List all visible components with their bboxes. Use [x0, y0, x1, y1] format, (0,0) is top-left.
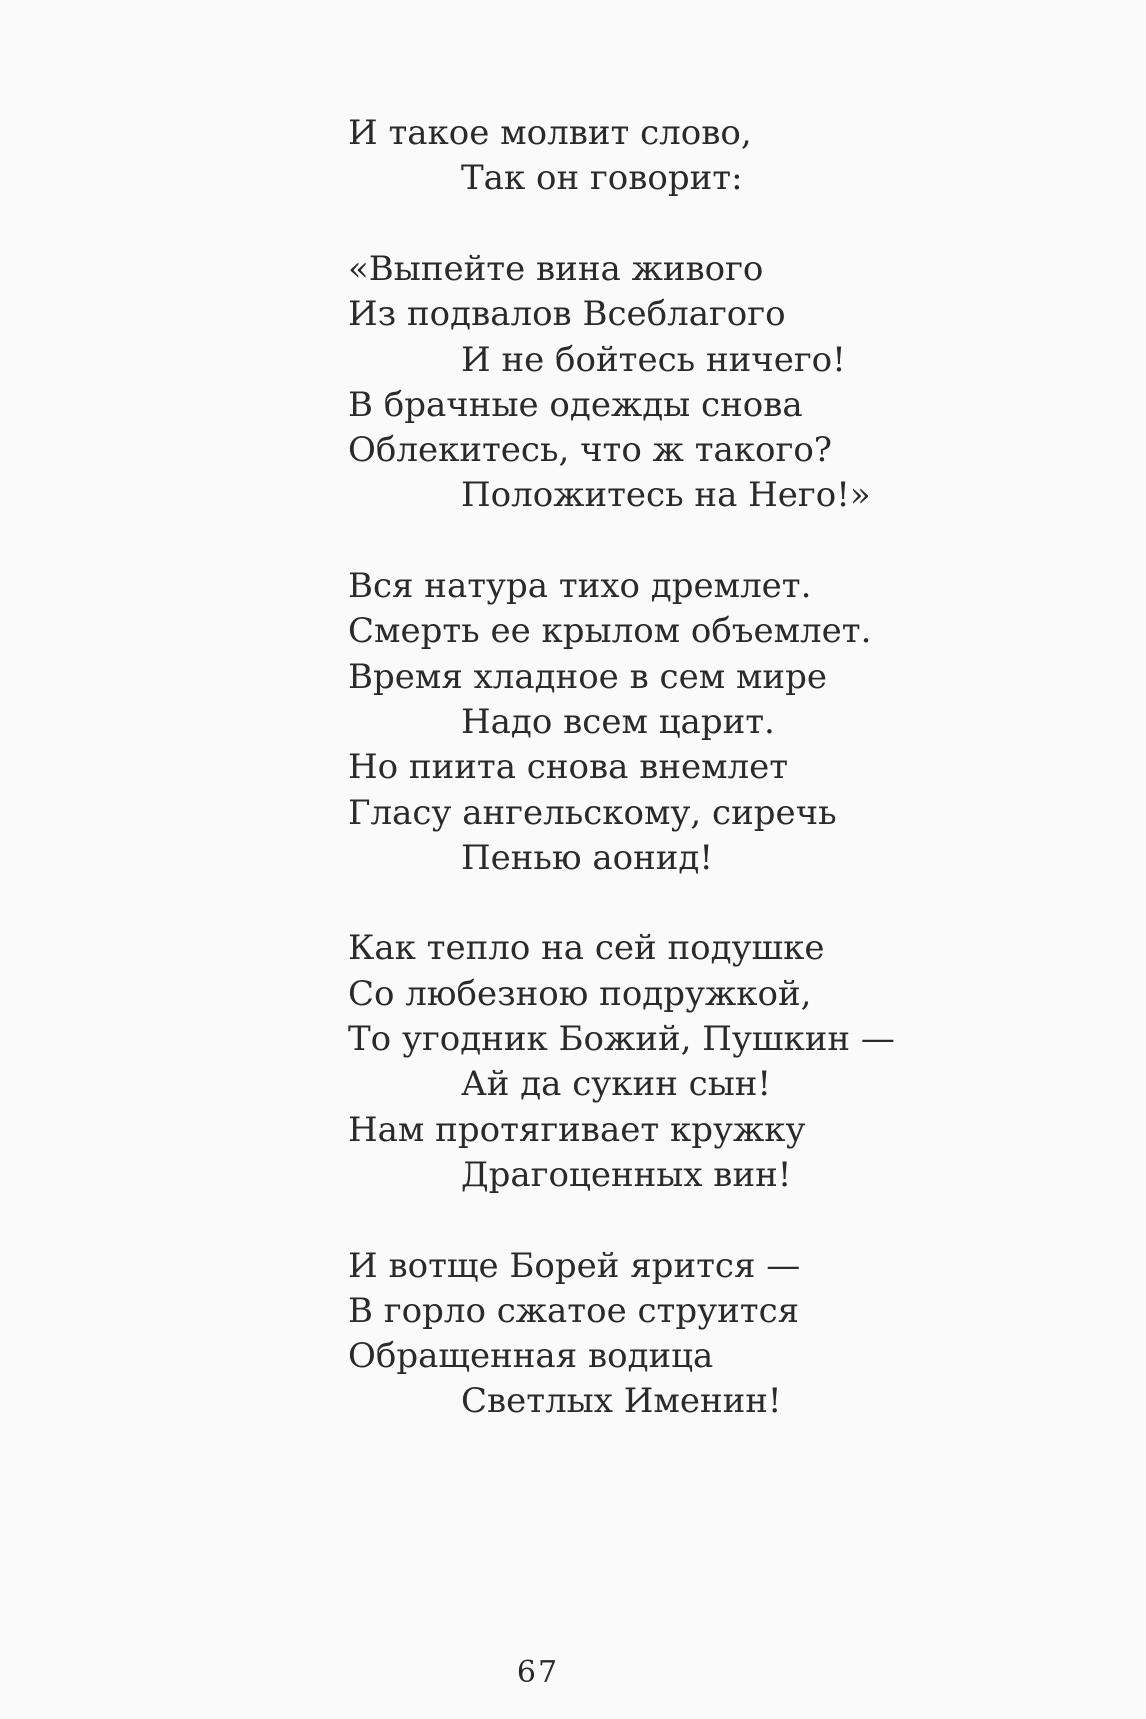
poem-line: Светлых Именин! [461, 1381, 782, 1422]
poem-line: Время хладное в сем мире [348, 656, 827, 697]
poem-line: Так он говорит: [461, 158, 743, 199]
poem-line: Но пиита снова внемлет [348, 747, 789, 788]
poem-line: Как тепло на сей подушке [348, 928, 825, 969]
poem-line: Ай да сукин сын! [461, 1064, 772, 1105]
poem-line: Надо всем царит. [461, 701, 775, 742]
poem-line: Нам протягивает кружку [348, 1109, 806, 1150]
poem-line: «Выпейте вина живого [348, 248, 764, 289]
poem-line: Из подвалов Всеблагого [348, 294, 786, 335]
poem-line: Смерть ее крылом объемлет. [348, 611, 872, 652]
poem-line: Со любезною подружкой, [348, 973, 812, 1014]
poem-line: Пенью аонид! [461, 837, 714, 878]
poem-line: То угодник Божий, Пушкин — [348, 1019, 895, 1059]
poem-line: Положитесь на Него!» [461, 475, 871, 516]
poem-line: И не бойтесь ничего! [461, 339, 846, 380]
poem-line: И такое молвит слово, [348, 113, 752, 153]
poem-line: Обращенная водица [348, 1336, 714, 1377]
poem-line: И вотще Борей ярится — [348, 1245, 801, 1286]
poem-line: Гласу ангельскому, сиречь [348, 792, 837, 833]
poem-line: Вся натура тихо дремлет. [348, 566, 812, 606]
poem-line: Облекитесь, что ж такого? [348, 430, 833, 471]
page-number: 67 [516, 1655, 560, 1690]
poem-line: В брачные одежды снова [348, 384, 803, 425]
poem-line: Драгоценных вин! [461, 1154, 792, 1195]
poem-line: В горло сжатое струится [348, 1290, 800, 1331]
